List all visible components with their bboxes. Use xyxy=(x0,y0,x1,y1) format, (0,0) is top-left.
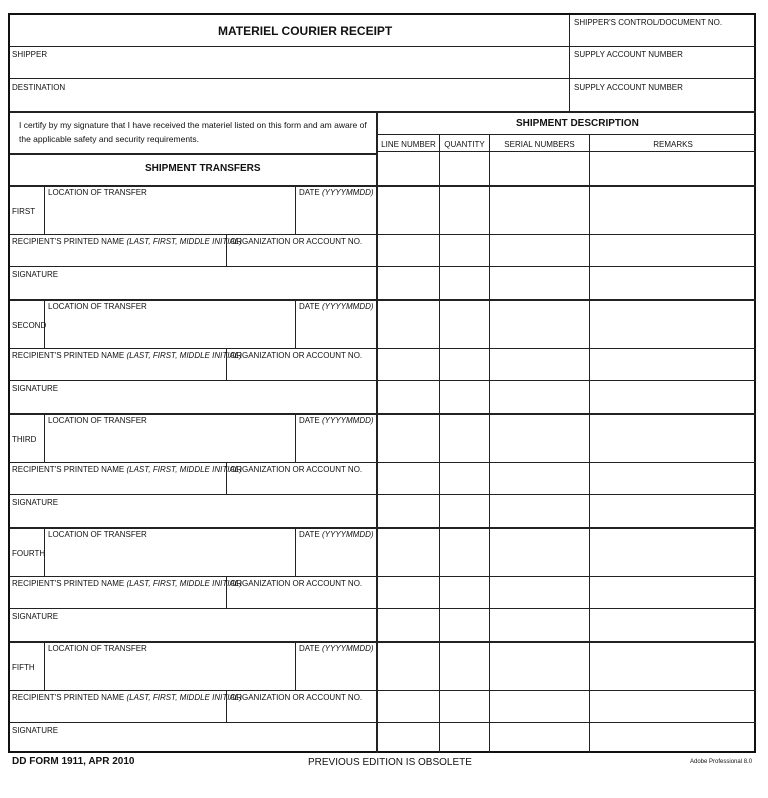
location-of-transfer-label: LOCATION OF TRANSFER xyxy=(48,644,147,653)
line-number-cell[interactable] xyxy=(378,578,439,607)
shipment-transfers-header: SHIPMENT TRANSFERS xyxy=(145,163,261,174)
serial-numbers-cell[interactable] xyxy=(490,350,589,379)
col-line-number: LINE NUMBER xyxy=(381,140,436,149)
location-of-transfer-field[interactable] xyxy=(45,311,294,347)
transfer-block xyxy=(10,641,376,755)
organization-label: ORGANIZATION OR ACCOUNT NO. xyxy=(230,465,363,474)
quantity-cell[interactable] xyxy=(440,268,489,298)
line-number-cell[interactable] xyxy=(378,301,439,347)
line-number-cell[interactable] xyxy=(378,692,439,721)
remarks-cell[interactable] xyxy=(590,350,756,379)
transfer-date-field[interactable] xyxy=(296,425,376,461)
line-number-cell[interactable] xyxy=(378,350,439,379)
remarks-cell[interactable] xyxy=(590,154,756,184)
transfer-date-label: DATE (YYYYMMDD) xyxy=(299,302,374,311)
previous-edition-note: PREVIOUS EDITION IS OBSOLETE xyxy=(308,757,472,768)
organization-label: ORGANIZATION OR ACCOUNT NO. xyxy=(230,237,363,246)
materiel-courier-receipt-form xyxy=(8,13,756,753)
remarks-cell[interactable] xyxy=(590,382,756,412)
serial-numbers-cell[interactable] xyxy=(490,496,589,526)
location-of-transfer-label: LOCATION OF TRANSFER xyxy=(48,188,147,197)
recipient-name-field[interactable] xyxy=(10,361,225,379)
remarks-cell[interactable] xyxy=(590,529,756,575)
remarks-cell[interactable] xyxy=(590,187,756,233)
col-quantity: QUANTITY xyxy=(444,140,485,149)
location-of-transfer-label: LOCATION OF TRANSFER xyxy=(48,302,147,311)
quantity-cell[interactable] xyxy=(440,610,489,640)
serial-numbers-cell[interactable] xyxy=(490,268,589,298)
organization-field[interactable] xyxy=(227,589,376,607)
line-number-cell[interactable] xyxy=(378,496,439,526)
line-number-cell[interactable] xyxy=(378,643,439,689)
signature-field[interactable] xyxy=(10,393,376,412)
signature-label: SIGNATURE xyxy=(12,726,59,735)
remarks-cell[interactable] xyxy=(590,643,756,689)
transfer-date-field[interactable] xyxy=(296,539,376,575)
serial-numbers-cell[interactable] xyxy=(490,578,589,607)
serial-numbers-cell[interactable] xyxy=(490,415,589,461)
recipient-name-field[interactable] xyxy=(10,475,225,493)
location-of-transfer-label: LOCATION OF TRANSFER xyxy=(48,416,147,425)
organization-label: ORGANIZATION OR ACCOUNT NO. xyxy=(230,579,363,588)
quantity-cell[interactable] xyxy=(440,382,489,412)
remarks-cell[interactable] xyxy=(590,692,756,721)
recipient-name-field[interactable] xyxy=(10,703,225,721)
form-number: DD FORM 1911, APR 2010 xyxy=(12,756,135,767)
remarks-cell[interactable] xyxy=(590,415,756,461)
serial-numbers-cell[interactable] xyxy=(490,692,589,721)
line-number-cell[interactable] xyxy=(378,154,439,184)
serial-numbers-cell[interactable] xyxy=(490,382,589,412)
signature-label: SIGNATURE xyxy=(12,384,59,393)
quantity-cell[interactable] xyxy=(440,464,489,493)
certification-text: I certify by my signature that I have received the materiel listed on this form and am aware of the applicable safety and security requirements. xyxy=(19,120,367,144)
recipient-name-label: RECIPIENT'S PRINTED NAME (LAST, FIRST, MIDDLE INITIAL) xyxy=(12,579,242,588)
transfer-ordinal: THIRD xyxy=(12,435,37,444)
shipment-description-header: SHIPMENT DESCRIPTION xyxy=(516,118,639,129)
remarks-cell[interactable] xyxy=(590,236,756,265)
supply-account-label-1: SUPPLY ACCOUNT NUMBER xyxy=(574,50,683,59)
serial-numbers-cell[interactable] xyxy=(490,464,589,493)
transfer-ordinal: FOURTH xyxy=(12,549,46,558)
quantity-cell[interactable] xyxy=(440,529,489,575)
line-number-cell[interactable] xyxy=(378,464,439,493)
line-number-cell[interactable] xyxy=(378,415,439,461)
serial-numbers-cell[interactable] xyxy=(490,610,589,640)
serial-numbers-cell[interactable] xyxy=(490,643,589,689)
location-of-transfer-field[interactable] xyxy=(45,425,294,461)
location-of-transfer-field[interactable] xyxy=(45,197,294,233)
recipient-name-field[interactable] xyxy=(10,247,225,265)
quantity-cell[interactable] xyxy=(440,692,489,721)
serial-numbers-cell[interactable] xyxy=(490,187,589,233)
signature-field[interactable] xyxy=(10,735,376,754)
remarks-cell[interactable] xyxy=(590,301,756,347)
transfer-date-field[interactable] xyxy=(296,197,376,233)
transfer-block xyxy=(10,185,376,299)
quantity-cell[interactable] xyxy=(440,187,489,233)
quantity-cell[interactable] xyxy=(440,154,489,184)
signature-label: SIGNATURE xyxy=(12,270,59,279)
transfer-ordinal: FIRST xyxy=(12,207,36,216)
remarks-cell[interactable] xyxy=(590,724,756,752)
destination-field[interactable] xyxy=(10,91,568,111)
quantity-cell[interactable] xyxy=(440,578,489,607)
transfer-date-field[interactable] xyxy=(296,653,376,689)
shipper-field[interactable] xyxy=(10,59,568,79)
line-number-cell[interactable] xyxy=(378,268,439,298)
serial-numbers-cell[interactable] xyxy=(490,724,589,752)
supply-account-field-1[interactable] xyxy=(570,59,756,79)
line-number-cell[interactable] xyxy=(378,382,439,412)
line-number-cell[interactable] xyxy=(378,236,439,265)
organization-label: ORGANIZATION OR ACCOUNT NO. xyxy=(230,693,363,702)
line-number-cell[interactable] xyxy=(378,724,439,752)
software-note: Adobe Professional 8.0 xyxy=(690,759,753,765)
recipient-name-label: RECIPIENT'S PRINTED NAME (LAST, FIRST, MIDDLE INITIAL) xyxy=(12,465,242,474)
remarks-cell[interactable] xyxy=(590,496,756,526)
col-remarks: REMARKS xyxy=(653,140,693,149)
signature-field[interactable] xyxy=(10,621,376,640)
organization-field[interactable] xyxy=(227,475,376,493)
transfer-ordinal: FIFTH xyxy=(12,663,35,672)
shipper-label: SHIPPER xyxy=(12,50,48,59)
recipient-name-label: RECIPIENT'S PRINTED NAME (LAST, FIRST, MIDDLE INITIAL) xyxy=(12,351,242,360)
signature-label: SIGNATURE xyxy=(12,498,59,507)
transfer-date-label: DATE (YYYYMMDD) xyxy=(299,644,374,653)
transfer-block xyxy=(10,413,376,527)
shipper-control-label: SHIPPER'S CONTROL/DOCUMENT NO. xyxy=(574,18,723,27)
signature-field[interactable] xyxy=(10,507,376,526)
line-number-cell[interactable] xyxy=(378,610,439,640)
transfer-date-label: DATE (YYYYMMDD) xyxy=(299,188,374,197)
transfer-date-label: DATE (YYYYMMDD) xyxy=(299,530,374,539)
organization-field[interactable] xyxy=(227,703,376,721)
shipper-control-field[interactable] xyxy=(570,27,756,47)
recipient-name-label: RECIPIENT'S PRINTED NAME (LAST, FIRST, MIDDLE INITIAL) xyxy=(12,237,242,246)
transfer-block xyxy=(10,299,376,413)
quantity-cell[interactable] xyxy=(440,236,489,265)
quantity-cell[interactable] xyxy=(440,496,489,526)
quantity-cell[interactable] xyxy=(440,415,489,461)
location-of-transfer-field[interactable] xyxy=(45,653,294,689)
serial-numbers-cell[interactable] xyxy=(490,236,589,265)
serial-numbers-cell[interactable] xyxy=(490,301,589,347)
line-number-cell[interactable] xyxy=(378,529,439,575)
organization-field[interactable] xyxy=(227,361,376,379)
remarks-cell[interactable] xyxy=(590,464,756,493)
supply-account-label-2: SUPPLY ACCOUNT NUMBER xyxy=(574,83,683,92)
serial-numbers-cell[interactable] xyxy=(490,529,589,575)
quantity-cell[interactable] xyxy=(440,301,489,347)
signature-label: SIGNATURE xyxy=(12,612,59,621)
location-of-transfer-field[interactable] xyxy=(45,539,294,575)
line-number-cell[interactable] xyxy=(378,187,439,233)
signature-field[interactable] xyxy=(10,279,376,298)
form-title: MATERIEL COURIER RECEIPT xyxy=(218,24,393,38)
supply-account-field-2[interactable] xyxy=(570,91,756,111)
location-of-transfer-label: LOCATION OF TRANSFER xyxy=(48,530,147,539)
destination-label: DESTINATION xyxy=(12,83,66,92)
serial-numbers-cell[interactable] xyxy=(490,154,589,184)
quantity-cell[interactable] xyxy=(440,724,489,752)
transfer-date-field[interactable] xyxy=(296,311,376,347)
recipient-name-field[interactable] xyxy=(10,589,225,607)
organization-field[interactable] xyxy=(227,247,376,265)
quantity-cell[interactable] xyxy=(440,350,489,379)
transfer-date-label: DATE (YYYYMMDD) xyxy=(299,416,374,425)
remarks-cell[interactable] xyxy=(590,268,756,298)
remarks-cell[interactable] xyxy=(590,578,756,607)
recipient-name-label: RECIPIENT'S PRINTED NAME (LAST, FIRST, MIDDLE INITIAL) xyxy=(12,693,242,702)
quantity-cell[interactable] xyxy=(440,643,489,689)
transfer-ordinal: SECOND xyxy=(12,321,47,330)
transfer-block xyxy=(10,527,376,641)
organization-label: ORGANIZATION OR ACCOUNT NO. xyxy=(230,351,363,360)
col-serial-numbers: SERIAL NUMBERS xyxy=(504,140,575,149)
remarks-cell[interactable] xyxy=(590,610,756,640)
